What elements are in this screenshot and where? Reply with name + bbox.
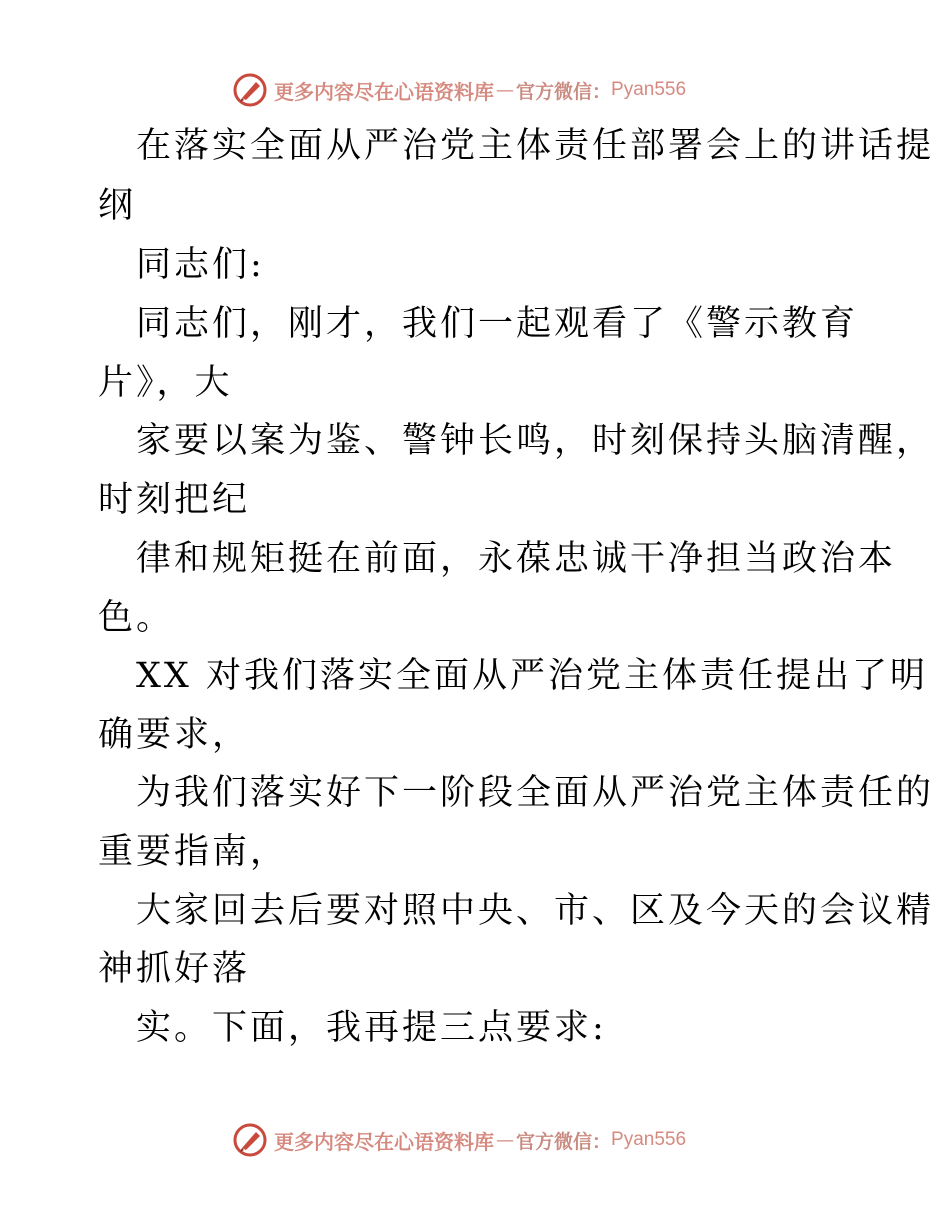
watermark-main-text: 更多内容尽在心语资料库 — [274, 1129, 494, 1154]
title-line-1: 在落实全面从严治党主体责任部署会上的讲话提 — [136, 126, 935, 166]
watermark-sub-text: 官方微信： — [516, 80, 612, 103]
paragraph-line: XX 对我们落实全面从严治党主体责任提出了明 — [136, 656, 928, 696]
paragraph-line: 大家回去后要对照中央、市、区及今天的会议精 — [136, 891, 935, 931]
paragraph-line: 确要求， — [98, 715, 251, 755]
paragraph-line: 重要指南， — [98, 832, 289, 872]
pen-logo-icon — [232, 1122, 268, 1158]
watermark-dash: — — [496, 79, 514, 101]
title-line-2: 纲 — [98, 186, 137, 226]
paragraph-line: 神抓好落 — [98, 949, 251, 989]
paragraph-line: 时刻把纪 — [98, 480, 251, 520]
paragraph-line: 律和规矩挺在前面，永葆忠诚干净担当政治本 — [136, 539, 897, 579]
paragraph-line: 片》，大 — [98, 363, 233, 403]
paragraph-line: 同志们，刚才，我们一起观看了《警示教育 — [136, 304, 859, 344]
watermark-main-text: 更多内容尽在心语资料库 — [274, 79, 494, 104]
paragraph-line: 色。 — [98, 598, 175, 638]
paragraph-line: 家要以案为鉴、警钟长鸣，时刻保持头脑清醒， — [136, 421, 935, 461]
footer-watermark — [232, 1120, 686, 1160]
salutation: 同志们: — [136, 245, 265, 285]
paragraph-line: 实。下面，我再提三点要求: — [136, 1008, 607, 1048]
header-watermark — [232, 70, 686, 110]
watermark-wechat-id: Pyan556 — [611, 1129, 687, 1150]
watermark-sub-text: 官方微信： — [516, 1130, 612, 1153]
watermark-dash: — — [496, 1129, 514, 1151]
pen-logo-icon — [232, 72, 268, 108]
watermark-wechat-id: Pyan556 — [611, 79, 687, 100]
paragraph-line: 为我们落实好下一阶段全面从严治党主体责任的 — [136, 773, 935, 813]
